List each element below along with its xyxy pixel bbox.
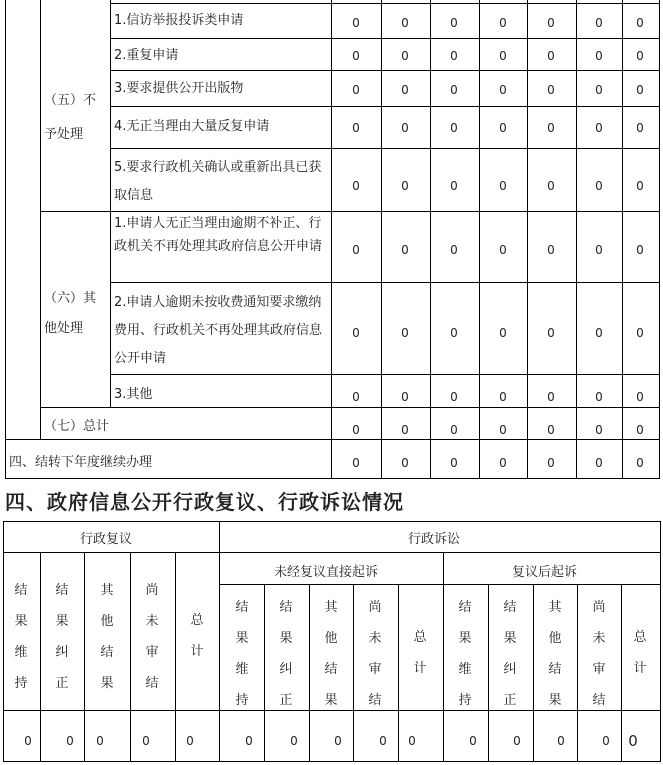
value-cell: 0 — [547, 83, 555, 97]
value-cell: 0 — [499, 326, 507, 340]
value-cell: 0 — [401, 456, 409, 470]
value-cell: 0 — [401, 390, 409, 404]
col-label: 结果纠正 — [503, 600, 517, 708]
value-cell: 0 — [595, 423, 603, 437]
value-cell: 0 — [547, 423, 555, 437]
group6-label: （六）其他处理 — [44, 291, 97, 336]
row-label: 1.申请人无正当理由逾期不补正、行政机关不再处理其政府信息公开申请 — [114, 216, 323, 254]
value-cell: 0 — [628, 732, 638, 750]
value-cell: 0 — [499, 83, 507, 97]
value-cell: 0 — [595, 326, 603, 340]
value-cell: 0 — [408, 734, 416, 748]
after-review-header: 复议后起诉 — [512, 565, 578, 580]
value-cell: 0 — [290, 734, 298, 748]
value-cell: 0 — [450, 49, 458, 63]
value-cell: 0 — [636, 16, 644, 30]
value-cell: 0 — [401, 423, 409, 437]
value-cell: 0 — [499, 456, 507, 470]
value-cell: 0 — [245, 734, 253, 748]
value-cell: 0 — [557, 734, 565, 748]
value-cell: 0 — [636, 390, 644, 404]
value-cell: 0 — [595, 390, 603, 404]
col-label: 尚未审结 — [368, 600, 382, 708]
value-cell: 0 — [352, 49, 360, 63]
value-cell: 0 — [66, 734, 74, 748]
value-cell: 0 — [401, 83, 409, 97]
value-cell: 0 — [450, 326, 458, 340]
value-cell: 0 — [499, 179, 507, 193]
value-cell: 0 — [450, 16, 458, 30]
value-cell: 0 — [595, 456, 603, 470]
col-label: 结果纠正 — [55, 583, 69, 691]
value-cell: 0 — [352, 83, 360, 97]
col-label: 总计 — [413, 630, 427, 676]
col-label: 尚未审结 — [145, 583, 159, 691]
row-label: 2.重复申请 — [114, 48, 179, 63]
value-cell: 0 — [636, 83, 644, 97]
value-cell: 0 — [499, 390, 507, 404]
section-heading: 四、政府信息公开行政复议、行政诉讼情况 — [5, 490, 404, 514]
value-cell: 0 — [450, 243, 458, 257]
value-cell: 0 — [636, 423, 644, 437]
row-label: 4.无正当理由大量反复申请 — [114, 119, 270, 134]
value-cell: 0 — [469, 734, 477, 748]
row-label: 1.信访举报投诉类申请 — [114, 13, 244, 28]
litigation-header: 行政诉讼 — [408, 532, 461, 547]
col-label: 其他结果 — [324, 600, 338, 708]
value-cell: 0 — [401, 179, 409, 193]
value-cell: 0 — [450, 456, 458, 470]
value-cell: 0 — [547, 456, 555, 470]
col-label: 其他结果 — [100, 583, 114, 691]
value-cell: 0 — [547, 16, 555, 30]
value-cell: 0 — [636, 49, 644, 63]
value-cell: 0 — [352, 179, 360, 193]
value-cell: 0 — [547, 243, 555, 257]
value-cell: 0 — [142, 734, 150, 748]
total-label: （七）总计 — [44, 419, 110, 434]
review-header: 行政复议 — [80, 532, 133, 547]
value-cell: 0 — [595, 49, 603, 63]
value-cell: 0 — [636, 326, 644, 340]
value-cell: 0 — [352, 16, 360, 30]
col-label: 结果维持 — [14, 583, 28, 691]
value-cell: 0 — [595, 121, 603, 135]
value-cell: 0 — [401, 326, 409, 340]
value-cell: 0 — [352, 326, 360, 340]
row-label: 3.要求提供公开出版物 — [114, 81, 244, 96]
value-cell: 0 — [401, 49, 409, 63]
value-cell: 0 — [401, 16, 409, 30]
value-cell: 0 — [450, 83, 458, 97]
value-cell: 0 — [636, 121, 644, 135]
col-label: 尚未审结 — [592, 600, 606, 708]
col-label: 总计 — [633, 630, 647, 676]
value-cell: 0 — [96, 734, 104, 748]
value-cell: 0 — [499, 49, 507, 63]
value-cell: 0 — [595, 243, 603, 257]
value-cell: 0 — [401, 243, 409, 257]
value-cell: 0 — [499, 121, 507, 135]
value-cell: 0 — [513, 734, 521, 748]
value-cell: 0 — [636, 179, 644, 193]
value-cell: 0 — [595, 179, 603, 193]
value-cell: 0 — [595, 16, 603, 30]
value-cell: 0 — [450, 179, 458, 193]
value-cell: 0 — [352, 423, 360, 437]
col-label: 结果纠正 — [279, 600, 293, 708]
value-cell: 0 — [547, 121, 555, 135]
group5-label: （五）不予处理 — [44, 93, 97, 142]
value-cell: 0 — [602, 734, 610, 748]
value-cell: 0 — [379, 734, 387, 748]
value-cell: 0 — [499, 16, 507, 30]
direct-header: 未经复议直接起诉 — [274, 565, 379, 580]
value-cell: 0 — [450, 423, 458, 437]
value-cell: 0 — [24, 734, 32, 748]
carry-over-label: 四、结转下年度继续办理 — [9, 455, 153, 470]
row-label: 2.申请人逾期未按收费通知要求缴纳费用、行政机关不再处理其政府信息公开申请 — [114, 295, 323, 366]
value-cell: 0 — [595, 83, 603, 97]
row-label: 3.其他 — [114, 387, 153, 402]
value-cell: 0 — [401, 121, 409, 135]
value-cell: 0 — [352, 456, 360, 470]
value-cell: 0 — [636, 456, 644, 470]
col-label: 总计 — [190, 613, 204, 659]
col-label: 其他结果 — [548, 600, 562, 708]
value-cell: 0 — [547, 179, 555, 193]
value-cell: 0 — [636, 243, 644, 257]
value-cell: 0 — [186, 734, 194, 748]
value-cell: 0 — [352, 390, 360, 404]
col-label: 结果维持 — [458, 600, 472, 708]
value-cell: 0 — [547, 390, 555, 404]
value-cell: 0 — [334, 734, 342, 748]
value-cell: 0 — [547, 326, 555, 340]
value-cell: 0 — [499, 423, 507, 437]
row-label: 5.要求行政机关确认或重新出具已获取信息 — [114, 160, 322, 203]
value-cell: 0 — [352, 121, 360, 135]
value-cell: 0 — [450, 390, 458, 404]
value-cell: 0 — [499, 243, 507, 257]
value-cell: 0 — [547, 49, 555, 63]
value-cell: 0 — [352, 243, 360, 257]
col-label: 结果维持 — [235, 600, 249, 708]
value-cell: 0 — [450, 121, 458, 135]
